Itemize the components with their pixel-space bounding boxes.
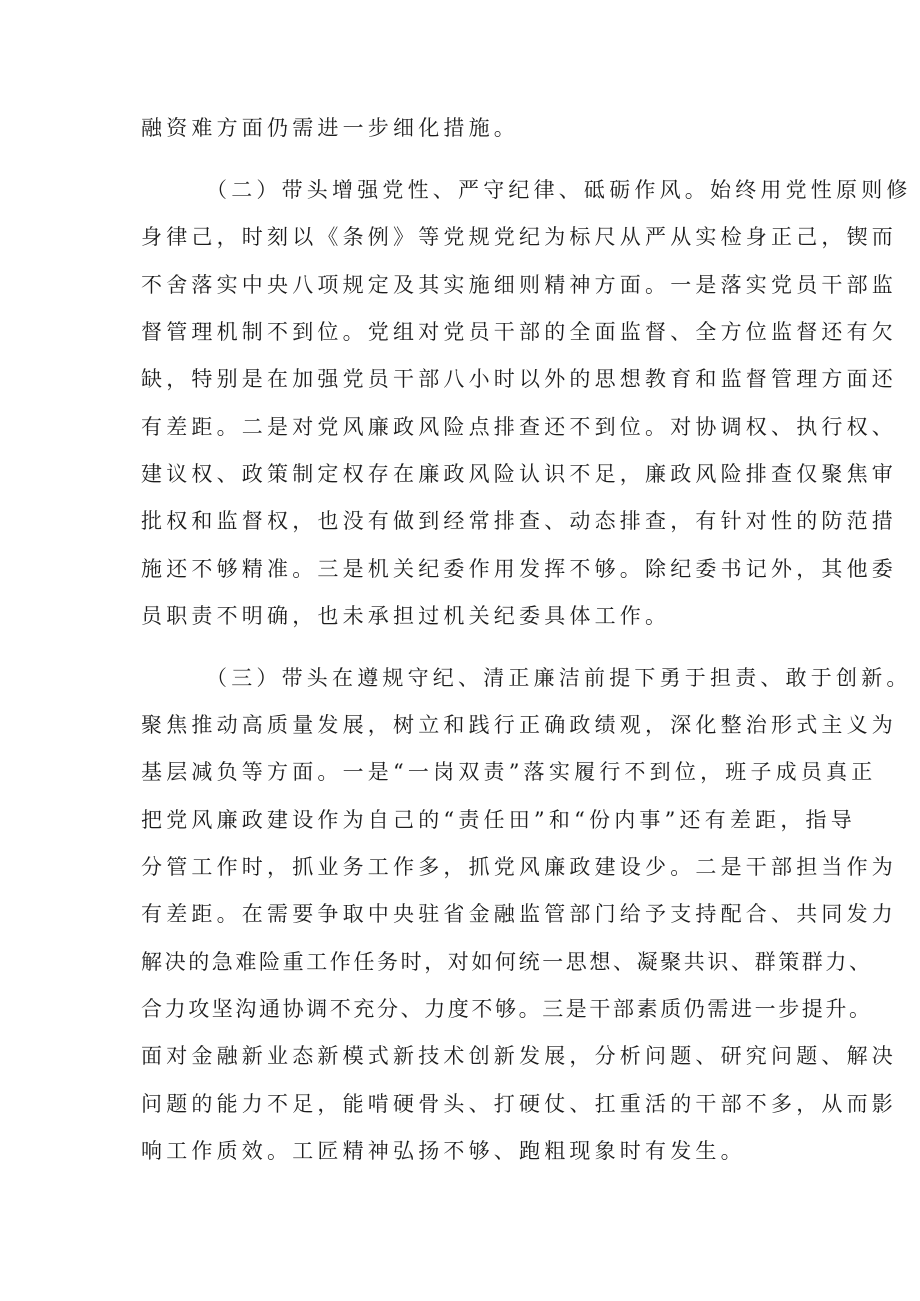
paragraph-3-line-10: 问题的能力不足，能啃硬骨头、打硬仗、扛重活的干部不多，从而影 (141, 1092, 897, 1116)
paragraph-3-line-8: 合力攻坚沟通协调不充分、力度不够。三是干部素质仍需进一步提升。 (141, 997, 873, 1021)
paragraph-3-line-11: 响工作质效。工匠精神弘扬不够、跑粗现象时有发生。 (141, 1139, 746, 1163)
paragraph-2-line-4: 督管理机制不到位。党组对党员干部的全面监督、全方位监督还有欠 (141, 320, 897, 344)
paragraph-3-line-3: 基层减负等方面。一是“一岗双责”落实履行不到位，班子成员真正 (141, 760, 877, 784)
paragraph-2-line-3: 不舍落实中央八项规定及其实施细则精神方面。一是落实党员干部监 (141, 273, 897, 297)
paragraph-2-line-8: 批权和监督权，也没有做到经常排查、动态排查，有针对性的防范措 (141, 509, 897, 533)
paragraph-3-line-5: 分管工作时，抓业务工作多，抓党风廉政建设少。二是干部担当作为 (141, 855, 897, 879)
paragraph-2-line-10: 员职责不明确，也未承担过机关纪委具体工作。 (141, 604, 671, 628)
paragraph-2-line-7: 建议权、政策制定权存在廉政风险认识不足，廉政风险排查仅聚焦审 (141, 462, 897, 486)
paragraph-3-line-6: 有差距。在需要争取中央驻省金融监管部门给予支持配合、共同发力 (141, 902, 897, 926)
paragraph-2-line-6: 有差距。二是对党风廉政风险点排查还不到位。对协调权、执行权、 (141, 415, 897, 439)
paragraph-2-line-9: 施还不够精准。三是机关纪委作用发挥不够。除纪委书记外，其他委 (141, 557, 897, 581)
paragraph-2-line-1: （二）带头增强党性、严守纪律、砥砺作风。始终用党性原则修 (206, 178, 912, 202)
paragraph-3-line-1: （三）带头在遵规守纪、清正廉洁前提下勇于担责、敢于创新。 (206, 666, 912, 690)
paragraph-3-line-9: 面对金融新业态新模式新技术创新发展，分析问题、研究问题、解决 (141, 1044, 897, 1068)
paragraph-2-line-2: 身律己，时刻以《条例》等党规党纪为标尺从严从实检身正己，锲而 (141, 225, 897, 249)
paragraph-3-line-7: 解决的急难险重工作任务时，对如何统一思想、凝聚共识、群策群力、 (141, 950, 873, 974)
paragraph-3-line-4: 把党风廉政建设作为自己的“责任田”和“份内事”还有差距，指导 (141, 808, 856, 832)
paragraph-1-line-1: 融资难方面仍需进一步细化措施。 (141, 116, 519, 140)
paragraph-2-line-5: 缺，特别是在加强党员干部八小时以外的思想教育和监督管理方面还 (141, 367, 897, 391)
paragraph-3-line-2: 聚焦推动高质量发展，树立和践行正确政绩观，深化整治形式主义为 (141, 713, 897, 737)
